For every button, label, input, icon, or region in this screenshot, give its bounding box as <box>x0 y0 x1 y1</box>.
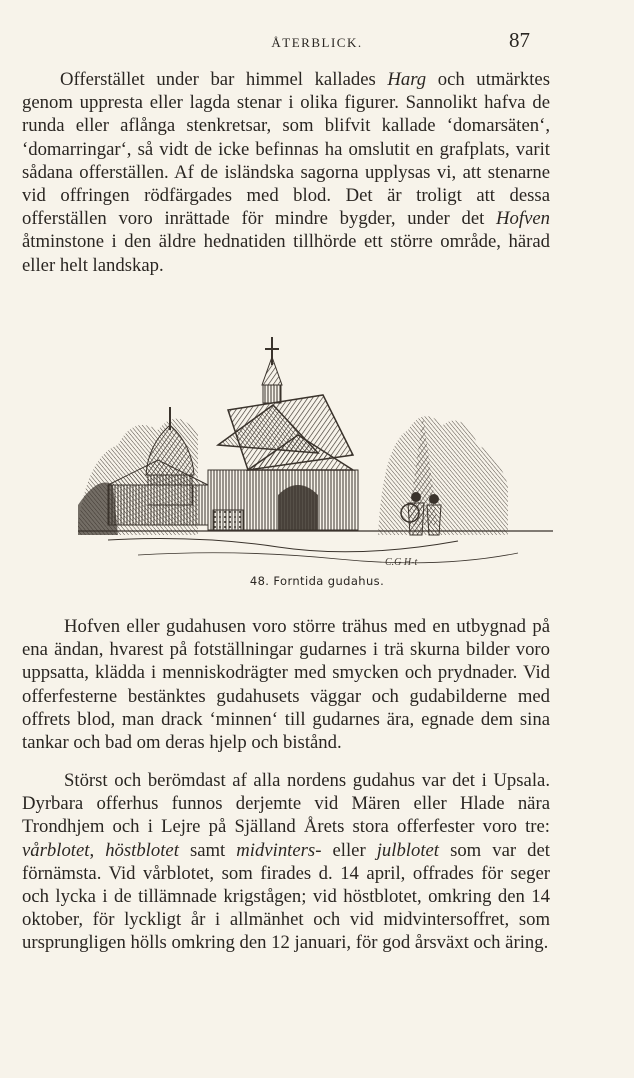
text-run: som var det förnämsta. Vid vårblotet, som firades d. 14 april, offrades för seger och lycka i de tillämnade krigstågen; vid höstblotet, omkring den 14 oktober, för lyckligt år i allmänhet och vid midvintersoffret, som ursprungligen hölls omkring den 12 januari, för god årsväxt och äring. <box>22 839 550 954</box>
text-run: , <box>89 839 106 861</box>
running-head <box>0 28 634 54</box>
page-number: 87 <box>509 28 530 52</box>
temple-illustration <box>78 335 553 570</box>
artist-signature: C.G H-t <box>385 557 418 568</box>
paragraph-upsala <box>22 769 550 955</box>
running-title: ÅTERBLICK. <box>271 35 363 50</box>
text-run: åtminstone i den äldre hednatiden tillhörde ett större område, härad eller helt landskap. <box>22 231 550 276</box>
paragraph-hofven: Hofven eller gudahusen voro större trähus med en utbygnad på ena ändan, hvarest på fotställningar gudarnes i trä skurna bilder voro uppsatta, klädda i menniskodrägter med smycken och prydnader. Vid offerfesterne bestänktes gudahusets väggar och gudabilderne med offrets blod, man drack ‘minnen‘ till gudarnes ära, egnade dem sina tankar och bad om deras hjelp och bistånd. <box>22 616 550 754</box>
term-varblotet: vårblotet <box>22 839 90 861</box>
term-hostblotet: höstblotet <box>105 839 179 861</box>
text-run: Offerstället under bar himmel kallades <box>60 69 388 90</box>
ground <box>78 531 553 563</box>
figure-caption: 48. Forntida gudahus. <box>249 574 385 588</box>
figure-illustration <box>78 335 553 570</box>
text-run: samt <box>178 839 237 861</box>
tower-spire <box>262 337 282 403</box>
term-hofven: Hofven <box>496 208 550 230</box>
term-harg: Harg <box>387 69 427 90</box>
text-run: Störst och berömdast af alla nordens gudahus var det i Upsala. Dyrbara offerhus funnos derjemte vid Mären eller Hlade nära Trondhjem och i Lejre på Själland Årets stora offerfester voro tre: <box>22 770 550 838</box>
trees-right <box>378 415 508 535</box>
paragraph-harg <box>22 68 550 277</box>
text-run: eller <box>321 839 377 861</box>
term-midvinters: midvinters- <box>236 839 322 861</box>
text-run: och utmärktes genom uppresta eller lagda stenar i olika figurer. Sannolikt hafva de runda eller aflånga stenkretsar, som blifvit kallade ‘domarsäten‘, ‘domarringar‘, så vidt de icke befinnas ha omslutit en grafplats, varit sådana offerställen. Af de isländska sagorna upplysas vi, att stenarne vid offringen rödfärgades med blod. Det är troligt att dessa offerställen voro inrättade för mindre bygder, under det <box>22 69 550 230</box>
term-julblotet: julblotet <box>376 839 440 861</box>
